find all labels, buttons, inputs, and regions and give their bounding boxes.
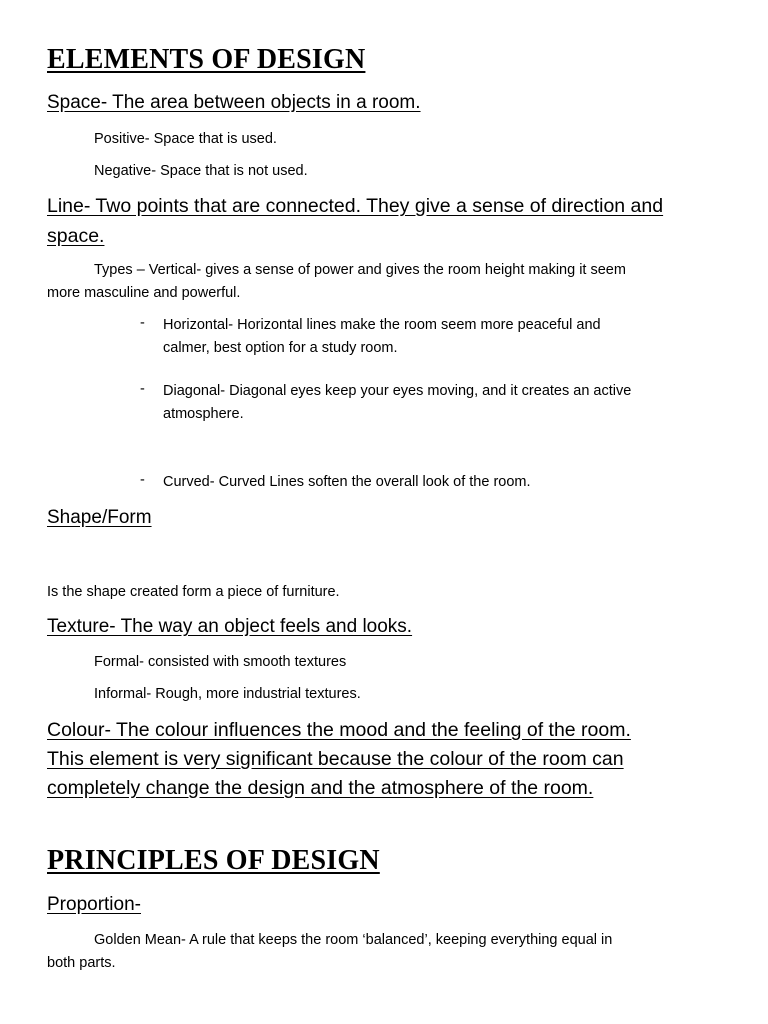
principles-heading: PRINCIPLES OF DESIGN: [47, 845, 380, 876]
diagonal-line-2: atmosphere.: [163, 406, 244, 422]
bullet-dash: -: [140, 315, 145, 331]
golden-mean-line-1: Golden Mean- A rule that keeps the room ‘balanced’, keeping everything equal in: [94, 932, 613, 948]
texture-title: Texture- The way an object feels and looks.: [47, 616, 413, 637]
golden-mean-line-2: both parts.: [47, 955, 116, 971]
line-title-2: space.: [47, 225, 105, 247]
elements-heading: ELEMENTS OF DESIGN: [47, 44, 366, 75]
line-types-2: more masculine and powerful.: [47, 285, 241, 301]
line-title-1: Line- Two points that are connected. They give a sense of direction and: [47, 195, 664, 217]
space-positive: Positive- Space that is used.: [94, 131, 277, 147]
proportion-title: Proportion-: [47, 894, 141, 915]
shape-title: Shape/Form: [47, 507, 152, 528]
curved-line: Curved- Curved Lines soften the overall look of the room.: [163, 474, 531, 490]
horizontal-line-1: Horizontal- Horizontal lines make the room seem more peaceful and: [163, 317, 601, 333]
texture-formal: Formal- consisted with smooth textures: [94, 654, 347, 670]
colour-line-3: completely change the design and the atmosphere of the room.: [47, 777, 594, 799]
bullet-dash: -: [140, 381, 145, 397]
shape-description: Is the shape created form a piece of furniture.: [47, 584, 340, 600]
bullet-dash: -: [140, 472, 145, 488]
space-title: Space- The area between objects in a room.: [47, 92, 421, 113]
horizontal-line-2: calmer, best option for a study room.: [163, 340, 398, 356]
colour-line-2: This element is very significant because the colour of the room can: [47, 748, 624, 770]
diagonal-line-1: Diagonal- Diagonal eyes keep your eyes moving, and it creates an active: [163, 383, 632, 399]
colour-line-1: Colour- The colour influences the mood and the feeling of the room.: [47, 719, 631, 741]
texture-informal: Informal- Rough, more industrial textures.: [94, 686, 361, 702]
line-types-1: Types – Vertical- gives a sense of power and gives the room height making it seem: [94, 262, 626, 278]
space-negative: Negative- Space that is not used.: [94, 163, 308, 179]
